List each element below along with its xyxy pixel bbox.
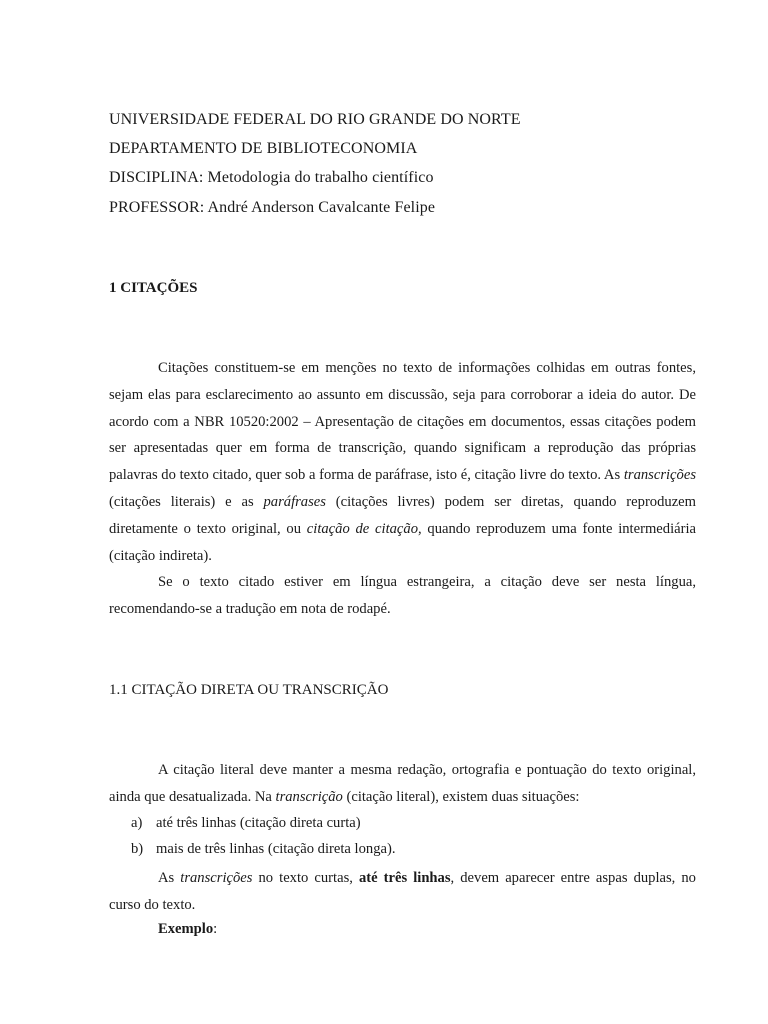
subsection-title-citacao-direta: 1.1 CITAÇÃO DIRETA OU TRANSCRIÇÃO bbox=[109, 682, 389, 698]
list-marker: a) bbox=[131, 815, 143, 831]
professor-label: PROFESSOR: bbox=[109, 199, 205, 216]
university-name: UNIVERSIDADE FEDERAL DO RIO GRANDE DO NORTE bbox=[109, 111, 521, 128]
professor-line bbox=[109, 198, 435, 218]
section-title-citacoes: 1 CITAÇÕES bbox=[109, 280, 198, 296]
list-item bbox=[131, 836, 396, 862]
discipline-line bbox=[109, 168, 434, 188]
paragraph-citacoes-definition: Citações constituem-se em menções no texto de informações colhidas em outras fontes, sejam elas para esclarecimento ao assunto em discussão, seja para corroborar a ideia do autor. De acordo com a NBR 10520:2002 – Apresentação de citações em documentos, essas citações podem ser apresentadas quer em forma de transcrição, quando significam a reprodução das próprias palavras do texto citado, quer sob a forma de paráfrase, isto é, citação livre do texto. As transcrições (citações literais) e as paráfrases (citações livres) podem ser diretas, quando reproduzem diretamente o texto original, ou citação de citação, quando reproduzem uma fonte intermediária (citação indireta). bbox=[109, 360, 697, 564]
list-item bbox=[131, 810, 361, 836]
list-text: até três linhas (citação direta curta) bbox=[156, 815, 361, 831]
professor-value: André Anderson Cavalcante Felipe bbox=[204, 199, 436, 216]
discipline-value: Metodologia do trabalho científico bbox=[203, 169, 434, 186]
department-name: DEPARTAMENTO DE BIBLIOTECONOMIA bbox=[109, 140, 418, 157]
discipline-label: DISCIPLINA: bbox=[109, 169, 204, 186]
paragraph-citacao-literal: A citação literal deve manter a mesma redação, ortografia e pontuação do texto original, ainda que desatualizada. Na transcrição (citação literal), existem duas situações: bbox=[109, 762, 696, 805]
list-marker: b) bbox=[131, 841, 144, 857]
paragraph-foreign-language: Se o texto citado estiver em língua estrangeira, a citação deve ser nesta língua, recomendando-se a tradução em nota de rodapé. bbox=[109, 574, 696, 617]
example-label: Exemplo: bbox=[158, 921, 218, 937]
paragraph-transcricoes-curtas: As transcrições no texto curtas, até três linhas, devem aparecer entre aspas duplas, no curso do texto. bbox=[109, 870, 696, 913]
list-text: mais de três linhas (citação direta longa). bbox=[156, 841, 396, 857]
